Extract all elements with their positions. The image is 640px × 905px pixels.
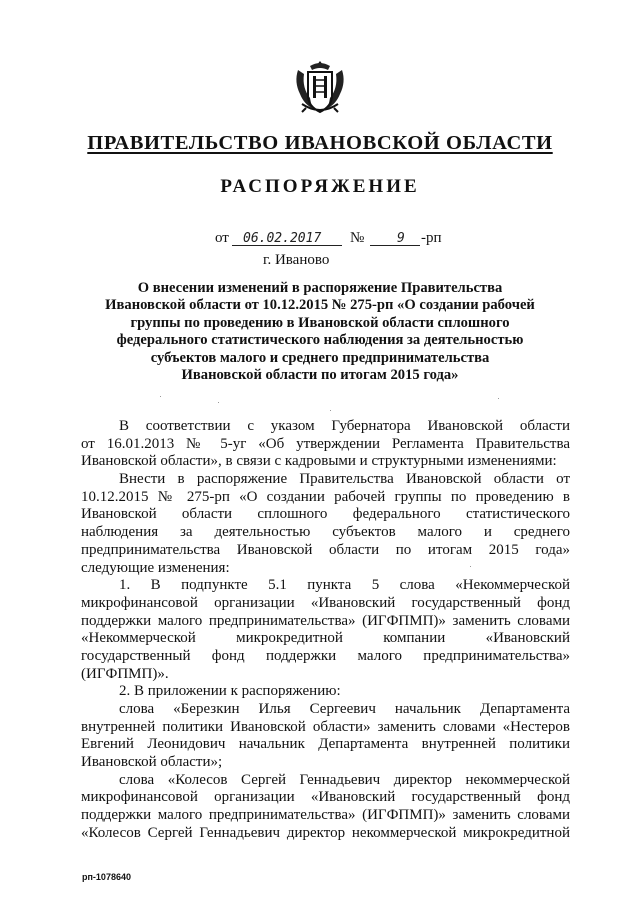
body-line: поддержки малого предпринимательства» (ИГФПМП)» заменить словами xyxy=(81,807,570,824)
body-line: слова «Березкин Илья Сергеевич начальник Департамента xyxy=(119,701,570,717)
number-label: № xyxy=(350,230,365,246)
body-line: микрофинансовой организации «Ивановский государственный фонд xyxy=(81,789,570,806)
scan-speck xyxy=(160,396,161,397)
document-body xyxy=(81,418,570,843)
body-line: Внести в распоряжение Правительства Ивановской области от xyxy=(119,471,570,488)
body-line: от 16.01.2013 № 5-уг «Об утверждении Регламента Правительства xyxy=(81,435,570,452)
scan-speck xyxy=(218,402,219,403)
scan-speck xyxy=(330,410,331,411)
body-line: В соответствии с указом Губернатора Ивановской области xyxy=(119,418,570,434)
date-underline xyxy=(232,245,342,246)
body-line: «Некоммерческой микрокредитной компании «Ивановский xyxy=(81,630,570,647)
subject-line: Ивановской области по итогам 2015 года» xyxy=(181,367,459,384)
body-line: поддержки малого предпринимательства» (ИГФПМП)» заменить словами xyxy=(81,612,570,629)
document-type-heading: РАСПОРЯЖЕНИЕ xyxy=(220,176,420,197)
body-line: внутренней политики Ивановской области» заменить словами «Нестеров xyxy=(81,718,570,735)
body-line: микрофинансовой организации «Ивановский государственный фонд xyxy=(81,594,570,611)
document-subject xyxy=(95,280,545,384)
body-line: следующие изменения: xyxy=(81,559,230,576)
document-meta-line xyxy=(0,230,640,252)
body-line: предпринимательства Ивановской области по итогам 2015 года» xyxy=(81,541,570,558)
subject-line: группы по проведению в Ивановской области сплошного xyxy=(130,314,510,331)
coat-of-arms-emblem-icon xyxy=(292,58,348,116)
number-underline xyxy=(370,245,420,246)
body-line: 2. В приложении к распоряжению: xyxy=(119,683,341,700)
subject-line: субъектов малого и среднего предпринимательства xyxy=(150,349,490,366)
body-line: Ивановской области»; xyxy=(81,754,223,771)
subject-line: федерального статистического наблюдения за деятельностью xyxy=(116,332,524,349)
city-label: г. Иваново xyxy=(263,252,330,268)
body-line: 10.12.2015 № 275-рп «О создании рабочей группы по проведению в xyxy=(81,488,570,505)
body-line: государственный фонд поддержки малого предпринимательства» xyxy=(81,647,570,664)
body-line: Ивановской области сплошного федерального статистического xyxy=(81,506,570,523)
subject-line: О внесении изменений в распоряжение Правительства xyxy=(137,280,503,296)
body-line: (ИГФПМП)». xyxy=(81,665,169,682)
body-line: Евгений Леонидович начальник Департамента внутренней политики xyxy=(81,736,570,753)
body-line: слова «Колесов Сергей Геннадьевич директор некоммерческой xyxy=(119,771,570,788)
government-title: ПРАВИТЕЛЬСТВО ИВАНОВСКОЙ ОБЛАСТИ xyxy=(87,132,553,154)
from-label: от xyxy=(215,230,229,246)
body-line: «Колесов Сергей Геннадьевич директор некоммерческой микрокредитной xyxy=(81,824,570,841)
number-suffix: -рп xyxy=(421,230,442,246)
body-line: наблюдения за деятельностью субъектов малого и среднего xyxy=(81,524,570,541)
body-line: Ивановской области», в связи с кадровыми и структурными изменениями: xyxy=(81,453,557,470)
document-number: 9 xyxy=(397,231,405,246)
subject-line: Ивановской области от 10.12.2015 № 275-рп «О создании рабочей xyxy=(105,297,535,314)
document-date: 06.02.2017 xyxy=(243,231,322,246)
body-line: 1. В подпункте 5.1 пункта 5 слова «Некоммерческой xyxy=(119,577,570,594)
document-footer-code: рп-1078640 xyxy=(82,872,131,882)
scan-speck xyxy=(498,398,499,399)
